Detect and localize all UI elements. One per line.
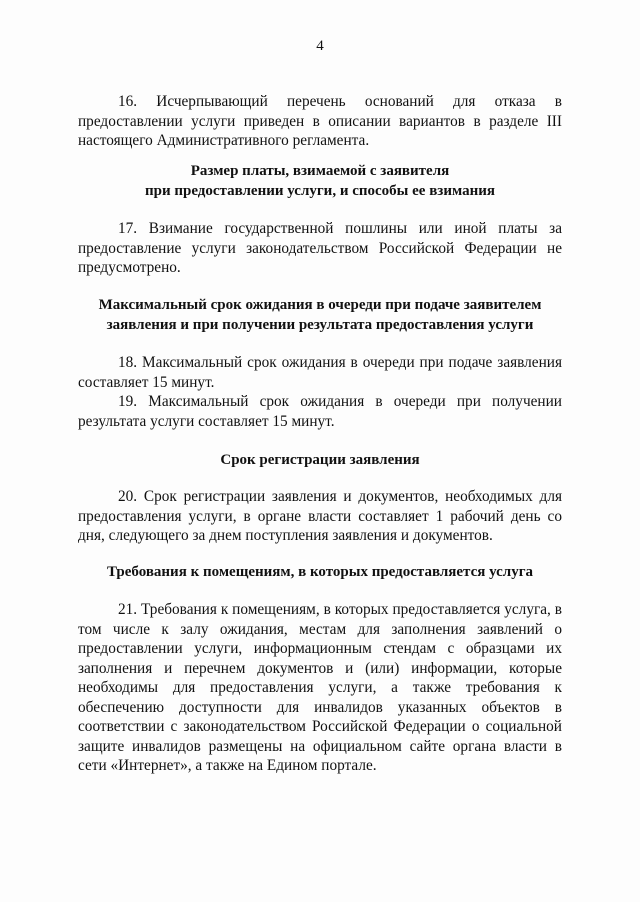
paragraph-18: 18. Максимальный срок ожидания в очереди при подаче заявления составляет 15 минут. <box>78 354 562 391</box>
paragraph-18-19-block <box>78 353 562 431</box>
heading-fee <box>78 162 562 201</box>
paragraph-19: 19. Максимальный срок ожидания в очереди при получении результата услуги составляет 15 минут. <box>78 393 562 430</box>
heading-queue-line2: заявления и при получении результата предоставления услуги <box>106 316 534 333</box>
page-number: 4 <box>316 38 324 54</box>
heading-registration: Срок регистрации заявления <box>220 452 420 468</box>
paragraph-16-block <box>78 92 562 151</box>
paragraph-16: 16. Исчерпывающий перечень оснований для отказа в предоставлении услуги приведен в описании вариантов в разделе III настоящего Административного регламента. <box>78 93 562 149</box>
paragraph-20: 20. Срок регистрации заявления и документов, необходимых для предоставления услуги, в органе власти составляет 1 рабочий день со дня, следующего за днем поступления заявления и документов. <box>78 488 562 544</box>
paragraph-20-block <box>78 487 562 546</box>
heading-fee-line1: Размер платы, взимаемой с заявителя <box>190 163 450 179</box>
heading-queue <box>78 296 562 335</box>
heading-premises: Требования к помещениям, в которых предоставляется услуга <box>106 564 534 580</box>
heading-fee-line2: при предоставлении услуги, и способы ее взимания <box>144 182 495 199</box>
paragraph-21-block <box>78 600 562 776</box>
paragraph-17-block <box>78 219 562 278</box>
heading-queue-line1: Максимальный срок ожидания в очереди при подаче заявителем <box>98 297 542 313</box>
paragraph-17: 17. Взимание государственной пошлины или иной платы за предоставление услуги законодательством Российской Федерации не предусмотрено. <box>78 220 562 276</box>
paragraph-21: 21. Требования к помещениям, в которых предоставляется услуга, в том числе к залу ожидания, местам для заполнения заявлений о предоставлении услуги, информационным стендам с образцами их заполнения и перечнем документов и (или) информации, которые необходимы для предоставления услуги, а также требования к обеспечению доступности для инвалидов указанных объектов в соответствии с законодательством Российской Федерации о социальной защите инвалидов размещены на официальном сайте органа власти в сети «Интернет», а также на Едином портале. <box>78 601 562 774</box>
